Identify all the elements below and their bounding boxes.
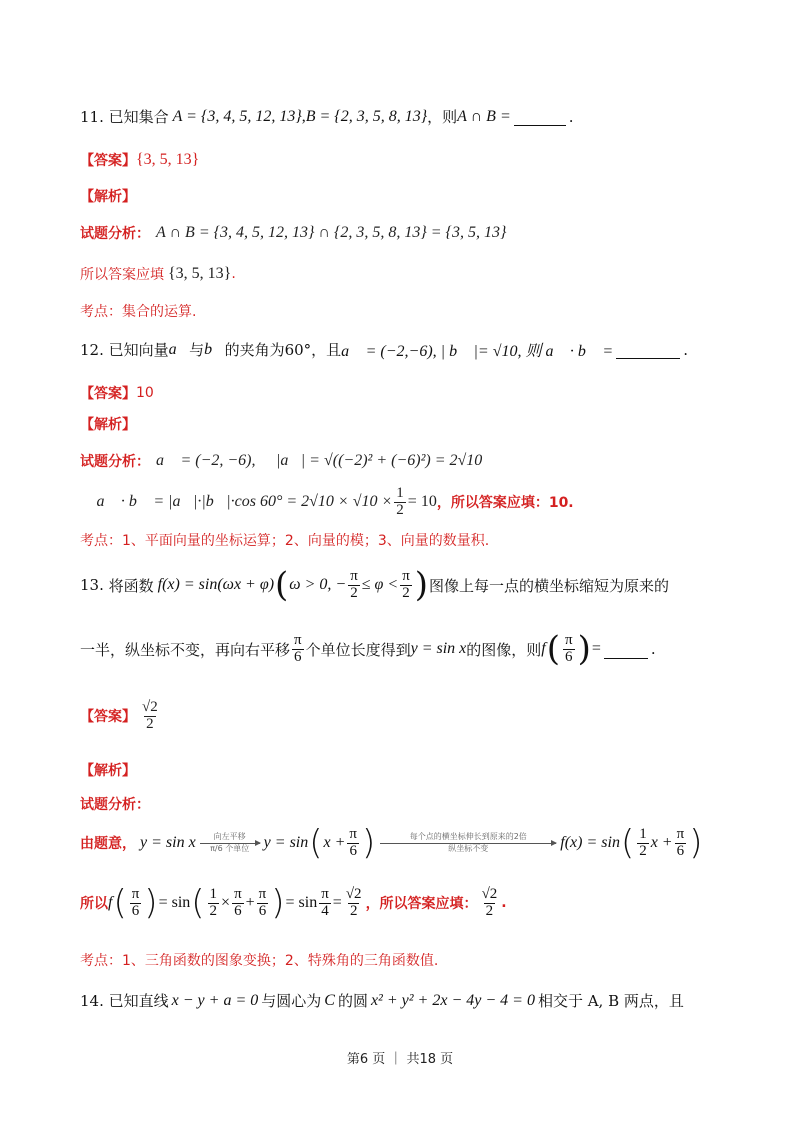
q13-kaodian [80, 950, 438, 970]
q13-text-2: 图像上每一点的横坐标缩短为原来的 [429, 576, 670, 595]
fraction-denominator: 6 [294, 648, 302, 665]
q13-frac-pi-6-f [232, 887, 244, 920]
fraction-denominator: 2 [350, 584, 358, 601]
q13-function: f(x) = sin(ωx + φ) [157, 576, 275, 593]
fraction-numerator: π [349, 825, 357, 842]
q13-y1: y = sin x [140, 834, 196, 851]
q13-f: f [108, 894, 113, 911]
q13-step2-label: 由题意， [80, 836, 136, 852]
q13-answer [80, 700, 162, 733]
fraction-denominator: 6 [349, 842, 357, 859]
right-paren: ) [414, 565, 429, 605]
q13-frac-pi-2-b [400, 569, 412, 602]
fraction-numerator: √2 [481, 885, 498, 902]
fraction-denominator: 2 [639, 842, 647, 859]
fraction-numerator: 1 [639, 825, 647, 842]
q12-step2-text: ，所以答案应填：10. [436, 495, 574, 512]
q13-arrow-1 [200, 833, 260, 854]
fraction-numerator: π [258, 885, 267, 902]
q13-text-4: 个单位长度得到 [305, 640, 411, 659]
q12-yu: 与 [189, 341, 205, 359]
answer-label: 【答案】 [80, 386, 136, 402]
right-paren: ) [577, 629, 591, 669]
q11-blank [514, 107, 566, 126]
left-paren: ( [546, 629, 561, 669]
q14-text-4: 相交于 A, B 两点，且 [537, 992, 684, 1010]
q13-frac-pi-6-c [347, 827, 359, 860]
answer-label: 【答案】 [80, 153, 136, 169]
q13-stem-1 [80, 565, 670, 605]
q12-text-2: 的夹角为60°，且 [224, 341, 342, 359]
q12-stem [80, 338, 688, 361]
q13-frac-root2-2-b [480, 887, 500, 920]
q11-text: 已知集合 [108, 108, 169, 126]
q13-step3-a: = sin [158, 894, 191, 911]
q11-answer-value: {3, 5, 13} [136, 151, 200, 168]
fraction-numerator: √2 [142, 699, 158, 715]
q13-frac-root2-2 [344, 887, 364, 920]
q13-x-plus-2: x + [650, 834, 673, 851]
left-paren: ( [620, 823, 635, 863]
right-paren: ) [271, 883, 285, 923]
q13-ysinx: y = sin x [410, 640, 467, 657]
q13-step3-end: . [501, 895, 507, 911]
q14-text-1: 已知直线 [108, 992, 169, 1010]
q12-step1-math: a⃗ = (−2, −6), ∴ |a⃗| = √((−2)² + (−6)²) = 2√10 [156, 452, 483, 469]
q13-eq: = [591, 640, 601, 657]
q12-text-1: 已知向量 [108, 341, 169, 359]
q12-analysis-label [80, 414, 136, 434]
q13-text-1: 将函数 [108, 576, 154, 595]
analysis-label: 【解析】 [80, 763, 136, 779]
q11-ask: A ∩ B = [457, 107, 511, 125]
q13-kaodian-text: 考点：1、三角函数的图象变换；2、特殊角的三角函数值. [80, 953, 439, 969]
fraction-numerator: 1 [209, 885, 218, 902]
q11-period: . [568, 107, 574, 126]
q11-step2-text: 所以答案应填 [80, 267, 164, 283]
q13-step2 [80, 823, 703, 863]
q11-analysis-label [80, 186, 136, 206]
fraction-denominator: 6 [676, 842, 685, 859]
q14-text-3: 的圆 [337, 992, 368, 1010]
q12-kaodian-text: 考点：1、平面向量的坐标运算；2、向量的模；3、向量的数量积. [80, 533, 490, 549]
q13-f: f [541, 640, 546, 657]
q14-stem [80, 990, 684, 1011]
q13-times: × [221, 894, 231, 911]
right-paren: ) [144, 883, 158, 923]
step-label: 试题分析： [80, 454, 150, 470]
q13-y2: y = sin [263, 834, 309, 851]
arrow-label-top: 每个点的横坐标伸长到原来的2倍 [409, 831, 527, 841]
fraction-denominator: 6 [565, 648, 573, 665]
q13-frac-pi-6 [292, 633, 304, 666]
answer-label: 【答案】 [80, 709, 136, 726]
q12-step1 [80, 451, 482, 471]
fraction-numerator: √2 [345, 885, 362, 902]
fraction-numerator: π [131, 885, 140, 902]
fraction-denominator: 2 [402, 584, 410, 601]
q12-condition: a⃗ = (−2,−6), | b⃗ |= √10, 则 a⃗ · b⃗ = [341, 343, 614, 360]
arrow-label-bottom: 纵坐标不变 [448, 843, 489, 853]
q11-stem [80, 106, 574, 127]
fraction-denominator: 2 [209, 902, 218, 919]
q13-condition-pre: ω > 0, − [289, 576, 347, 593]
q13-plus: + [245, 894, 255, 911]
q11-set-b: B = {2, 3, 5, 8, 13} [305, 107, 428, 125]
q13-frac-pi-6-e [130, 887, 142, 920]
q12-kaodian [80, 530, 489, 550]
q13-number: 13. [80, 576, 104, 594]
arrow-shaft [380, 843, 556, 844]
analysis-label: 【解析】 [80, 417, 136, 433]
q11-kaodian-text: 考点：集合的运算. [80, 304, 197, 320]
q11-answer [80, 150, 199, 170]
q12-fraction [394, 486, 406, 519]
q13-x-plus: x + [323, 834, 346, 851]
left-paren: ( [275, 565, 289, 605]
q13-condition-le: ≤ φ < [361, 576, 399, 593]
fraction-denominator: 2 [349, 902, 358, 919]
q12-step2-result: = 10 [407, 493, 437, 511]
step-label: 试题分析： [80, 797, 150, 813]
right-paren: ) [362, 823, 376, 863]
q12-blank [616, 340, 680, 359]
q13-stem-2 [80, 629, 656, 669]
q11-set-a: A = {3, 4, 5, 12, 13} [172, 107, 302, 125]
q13-step1 [80, 794, 150, 814]
arrow-label-top: 向左平移 [213, 831, 246, 841]
right-paren: ) [689, 823, 703, 863]
q12-vec-a: a⃗ [168, 340, 190, 358]
left-paren: ( [191, 883, 205, 923]
q11-comma: , [301, 107, 306, 125]
q12-answer [80, 383, 154, 403]
q13-frac-pi-6-g [257, 887, 269, 920]
fraction-denominator: 2 [485, 902, 494, 919]
arrow-shaft [200, 843, 260, 844]
page-number: 第6 页 ｜ 共18 页 [346, 1052, 454, 1067]
fraction-numerator: π [350, 567, 358, 584]
q13-step3 [80, 883, 507, 923]
q13-step3-text: ，所以答案应填： [365, 896, 478, 912]
q12-step2 [80, 486, 574, 519]
fraction-denominator: 6 [131, 902, 140, 919]
q11-step2-end: . [231, 266, 236, 282]
q13-step3-b: = sin [285, 894, 318, 911]
fraction-numerator: π [294, 631, 302, 648]
q11-kaodian [80, 301, 196, 321]
q13-fx-eq: f(x) = sin [560, 834, 620, 851]
q13-arrow-2 [380, 833, 556, 854]
q13-step3-label: 所以 [80, 896, 108, 912]
fraction-denominator: 6 [234, 902, 242, 919]
fraction-numerator: π [402, 567, 410, 584]
q12-vec-b: b⃗ [204, 340, 225, 358]
q11-step2-math: {3, 5, 13} [168, 265, 232, 282]
fraction-numerator: π [676, 825, 685, 842]
q13-frac-1-2 [637, 827, 649, 860]
q11-step1-math: A ∩ B = {3, 4, 5, 12, 13} ∩ {2, 3, 5, 8, 13} = {3, 5, 13} [156, 224, 507, 241]
q13-step3-c: = [332, 894, 342, 911]
page-footer [0, 1048, 800, 1067]
q13-frac-pi-2-a [348, 569, 360, 602]
fraction-denominator: 6 [258, 902, 267, 919]
q14-center: C [324, 991, 335, 1009]
q13-blank [604, 640, 648, 659]
analysis-label: 【解析】 [80, 189, 136, 205]
q12-period: . [683, 340, 688, 359]
step-label: 试题分析： [80, 226, 150, 242]
fraction-denominator: 2 [146, 715, 154, 732]
q14-number: 14. [80, 991, 104, 1010]
q12-number: 12. [80, 340, 104, 359]
left-paren: ( [309, 823, 323, 863]
q11-number: 11. [80, 107, 104, 126]
q11-step1 [80, 223, 506, 243]
fraction-numerator: π [234, 885, 242, 902]
q13-frac-pi-6-d [675, 827, 687, 860]
q13-frac-pi-6-b [563, 633, 575, 666]
arrow-label-bottom: π/6 个单位 [210, 843, 250, 853]
fraction-numerator: π [565, 631, 573, 648]
q14-line: x − y + a = 0 [171, 991, 259, 1009]
q13-period: . [650, 640, 656, 658]
q11-step2 [80, 264, 236, 284]
fraction-numerator: 1 [396, 485, 404, 501]
fraction-numerator: π [321, 885, 329, 902]
fraction-denominator: 4 [321, 902, 329, 919]
q14-circle: x² + y² + 2x − 4y − 4 = 0 [370, 991, 535, 1009]
q13-analysis-label [80, 760, 136, 780]
left-paren: ( [113, 883, 127, 923]
q13-frac-1-2-b [208, 887, 220, 920]
q11-then: ，则 [427, 108, 458, 126]
q12-step2-math: ∴ a⃗ · b⃗ = |a⃗|·|b⃗|·cos 60° = 2√10 × √10 × [80, 493, 393, 511]
q12-answer-value: 10 [136, 385, 154, 401]
q13-text-3: 一半，纵坐标不变，再向右平移 [80, 640, 291, 659]
q14-text-2: 与圆心为 [261, 992, 322, 1010]
q13-text-5: 的图像，则 [466, 640, 542, 659]
q13-frac-pi-4 [319, 887, 331, 920]
q13-answer-frac [140, 700, 160, 733]
fraction-denominator: 2 [396, 501, 404, 518]
